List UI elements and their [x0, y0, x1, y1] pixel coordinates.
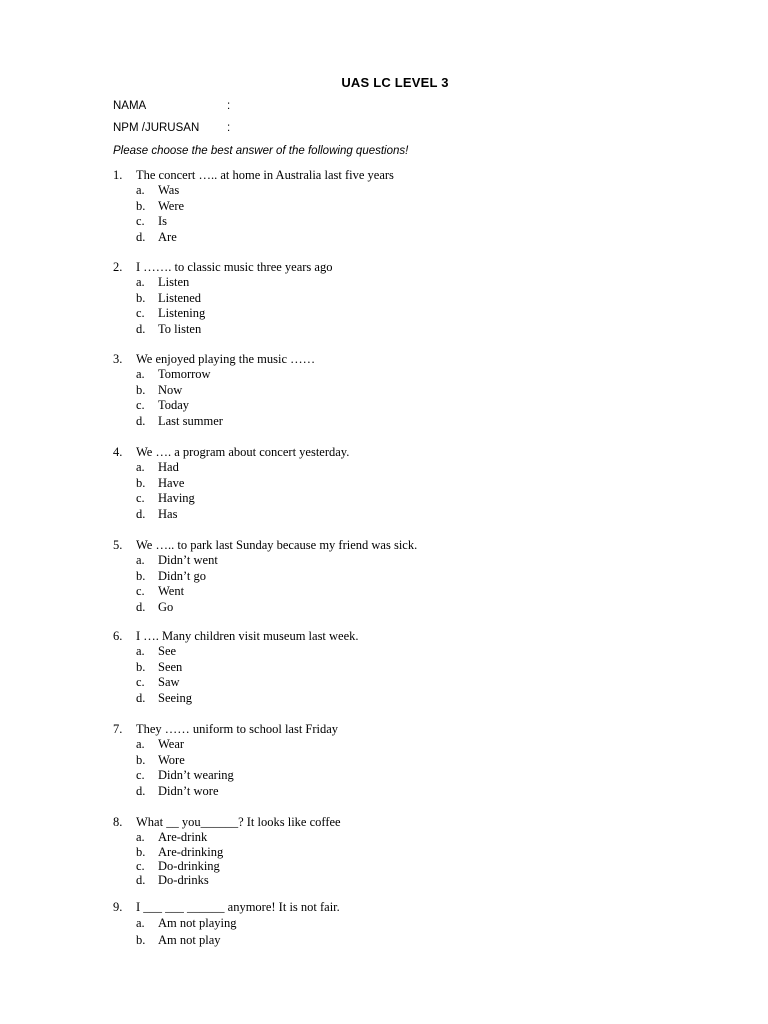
option-letter: a.	[136, 644, 145, 659]
option-letter: d.	[136, 413, 146, 428]
option-text: Wear	[158, 737, 185, 752]
option-text: Are-drink	[158, 830, 208, 845]
option-letter: d.	[136, 599, 146, 614]
question-number: 1.	[113, 168, 123, 182]
option-letter: b.	[136, 382, 146, 397]
question-number: 9.	[113, 900, 123, 914]
option-text: Have	[158, 475, 185, 490]
option-text: Has	[158, 506, 178, 521]
option-text: Tomorrow	[158, 367, 211, 382]
question-text: I ……. to classic music three years ago	[136, 260, 333, 274]
option-letter: c.	[136, 306, 145, 321]
option-text: Wore	[158, 752, 185, 767]
npm-label: NPM /JURUSAN	[113, 122, 200, 134]
option-text: Go	[158, 599, 174, 614]
option-letter: d.	[136, 783, 146, 798]
option-text: Had	[158, 460, 179, 475]
option-text: Last summer	[158, 413, 223, 428]
option-letter: d.	[136, 229, 146, 244]
option-letter: a.	[136, 460, 145, 475]
option-letter: c.	[136, 214, 145, 229]
option-letter: b.	[136, 844, 146, 859]
question-number: 2.	[113, 260, 123, 274]
option-letter: b.	[136, 290, 146, 305]
question-text: We …. a program about concert yesterday.	[136, 445, 350, 459]
question-text: I ___ ___ ______ anymore! It is not fair.	[136, 900, 340, 914]
option-letter: c.	[136, 584, 145, 599]
question-number: 8.	[113, 815, 123, 829]
option-text: See	[158, 644, 177, 659]
option-letter: c.	[136, 768, 145, 783]
option-text: Didn’t went	[158, 553, 218, 568]
option-letter: a.	[136, 830, 145, 845]
option-letter: a.	[136, 737, 145, 752]
option-letter: c.	[136, 491, 145, 506]
question-text: We enjoyed playing the music ……	[136, 352, 316, 366]
npm-colon: :	[227, 122, 231, 134]
name-field	[113, 100, 231, 112]
option-letter: d.	[136, 872, 146, 887]
question-text: I …. Many children visit museum last week.	[136, 629, 359, 643]
option-text: Listening	[158, 306, 206, 321]
name-colon: :	[227, 100, 231, 112]
name-label: NAMA	[113, 100, 147, 112]
option-letter: a.	[136, 367, 145, 382]
question-number: 6.	[113, 629, 123, 643]
option-text: Didn’t go	[158, 568, 207, 583]
option-text: Am not play	[158, 933, 221, 948]
option-text: Are	[158, 229, 177, 244]
npm-field	[113, 122, 231, 134]
option-letter: a.	[136, 553, 145, 568]
option-text: Am not playing	[158, 916, 237, 931]
option-text: Was	[158, 183, 180, 198]
option-letter: c.	[136, 675, 145, 690]
option-letter: b.	[136, 659, 146, 674]
option-text: Are-drinking	[158, 844, 224, 859]
option-text: Do-drinking	[158, 858, 220, 873]
question-text: We ….. to park last Sunday because my friend was sick.	[136, 538, 418, 552]
option-letter: c.	[136, 858, 145, 873]
option-text: Seeing	[158, 690, 193, 705]
question-number: 3.	[113, 352, 123, 366]
option-letter: a.	[136, 275, 145, 290]
option-letter: b.	[136, 198, 146, 213]
question-number: 7.	[113, 722, 123, 736]
question-number: 4.	[113, 445, 123, 459]
option-letter: a.	[136, 916, 145, 931]
option-letter: a.	[136, 183, 145, 198]
option-letter: b.	[136, 475, 146, 490]
option-letter: d.	[136, 506, 146, 521]
option-text: Were	[158, 198, 185, 213]
question-text: They …… uniform to school last Friday	[136, 722, 339, 736]
option-text: Didn’t wearing	[158, 768, 234, 783]
option-text: Do-drinks	[158, 872, 209, 887]
option-letter: c.	[136, 398, 145, 413]
option-text: Saw	[158, 675, 180, 690]
option-text: Went	[158, 584, 185, 599]
option-text: To listen	[158, 321, 202, 336]
option-text: Didn’t wore	[158, 783, 219, 798]
question-text: What __ you______? It looks like coffee	[136, 815, 341, 829]
page-title: UAS LC LEVEL 3	[341, 75, 449, 90]
question-number: 5.	[113, 538, 123, 552]
option-text: Now	[158, 382, 183, 397]
option-text: Listened	[158, 290, 202, 305]
question-text: The concert ….. at home in Australia last five years	[136, 168, 394, 182]
option-letter: b.	[136, 933, 146, 948]
instruction-text: Please choose the best answer of the following questions!	[113, 145, 409, 157]
option-text: Is	[158, 214, 168, 229]
option-text: Having	[158, 491, 195, 506]
option-text: Seen	[158, 659, 183, 674]
option-letter: d.	[136, 690, 146, 705]
option-letter: b.	[136, 752, 146, 767]
option-letter: b.	[136, 568, 146, 583]
option-text: Today	[158, 398, 190, 413]
option-letter: d.	[136, 321, 146, 336]
option-text: Listen	[158, 275, 190, 290]
